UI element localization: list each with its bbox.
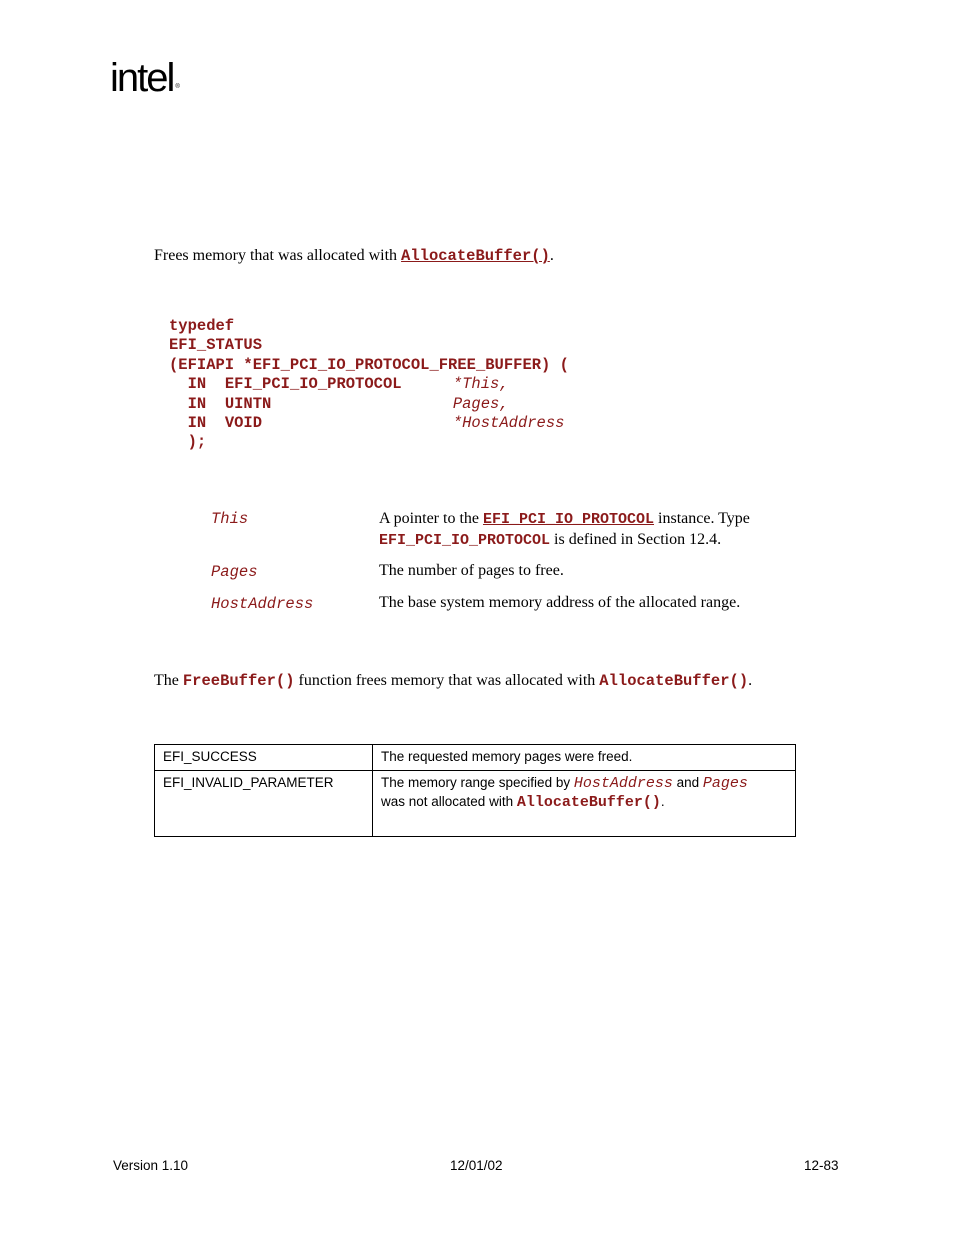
param-type: EFI_PCI_IO_PROTOCOL [224, 375, 402, 394]
status-desc-a: The memory range specified by [381, 775, 574, 790]
proto-close-text: ); [187, 433, 207, 452]
proto-line-signature: (EFIAPI *EFI_PCI_IO_PROTOCOL_FREE_BUFFER) ( [169, 355, 569, 374]
registered-mark: ® [175, 84, 180, 90]
summary-text: Frees memory that was allocated with [154, 247, 402, 264]
table-row [155, 771, 796, 837]
description-a: The [154, 672, 183, 689]
footer-page: 12-83 [804, 1158, 839, 1173]
param-this-desc [379, 509, 809, 551]
summary [154, 246, 554, 266]
proto-line-typedef: typedef [169, 317, 235, 335]
intel-logo [110, 56, 180, 101]
efi-pci-io-protocol-ref: EFI_PCI_IO_PROTOCOL [379, 532, 551, 549]
param-hostaddress-desc: The base system memory address of the allocated range. [379, 594, 741, 611]
summary-end: . [549, 247, 554, 264]
efi-pci-io-protocol-link[interactable]: EFI_PCI_IO_PROTOCOL [482, 511, 655, 528]
param-type: VOID [224, 414, 263, 433]
status-desc-d: . [660, 794, 665, 809]
param-this-desc-c: is defined in Section 12.4. [550, 531, 722, 548]
param-name: *HostAddress [452, 414, 565, 433]
table-row [155, 745, 796, 771]
footer-date: 12/01/02 [450, 1158, 503, 1173]
status-codes-table [154, 744, 796, 837]
status-desc-cell: The requested memory pages were freed. [373, 745, 796, 771]
param-hostaddress-name: HostAddress [211, 595, 314, 613]
logo-text: intel [110, 56, 174, 100]
status-desc-c: was not allocated with [381, 794, 517, 809]
proto-close [169, 433, 569, 452]
proto-line-status: EFI_STATUS [169, 336, 263, 355]
proto-param-hostaddress [169, 414, 569, 433]
param-pages-desc: The number of pages to free. [379, 562, 564, 579]
status-code-cell: EFI_INVALID_PARAMETER [155, 771, 373, 837]
pages-ref: Pages [702, 775, 748, 792]
param-type: UINTN [224, 394, 272, 413]
param-this-desc-a: A pointer to the [379, 510, 483, 527]
param-this-desc-b: instance. Type [654, 510, 750, 527]
param-pages-name: Pages [211, 563, 258, 581]
proto-param-pages [169, 395, 569, 414]
allocatebuffer-link[interactable]: AllocateBuffer() [401, 247, 550, 265]
prototype-code [169, 317, 569, 453]
proto-param-this [169, 375, 569, 394]
param-dir: IN [187, 414, 207, 433]
status-desc-cell [373, 771, 796, 837]
param-name: *This, [452, 375, 509, 394]
param-dir: IN [187, 394, 207, 413]
param-this-name: This [211, 510, 249, 528]
freebuffer-func: FreeBuffer() [182, 672, 295, 690]
footer-version: Version 1.10 [113, 1158, 189, 1173]
param-dir: IN [187, 375, 207, 394]
param-name: Pages, [452, 394, 509, 413]
description-b: function frees memory that was allocated with [294, 672, 600, 689]
allocatebuffer-func: AllocateBuffer() [599, 672, 749, 690]
status-desc-b: and [672, 775, 703, 790]
hostaddress-ref: HostAddress [573, 775, 673, 792]
description-c: . [748, 672, 753, 689]
allocatebuffer-ref: AllocateBuffer() [516, 794, 661, 811]
description [154, 671, 752, 691]
status-code-cell: EFI_SUCCESS [155, 745, 373, 771]
